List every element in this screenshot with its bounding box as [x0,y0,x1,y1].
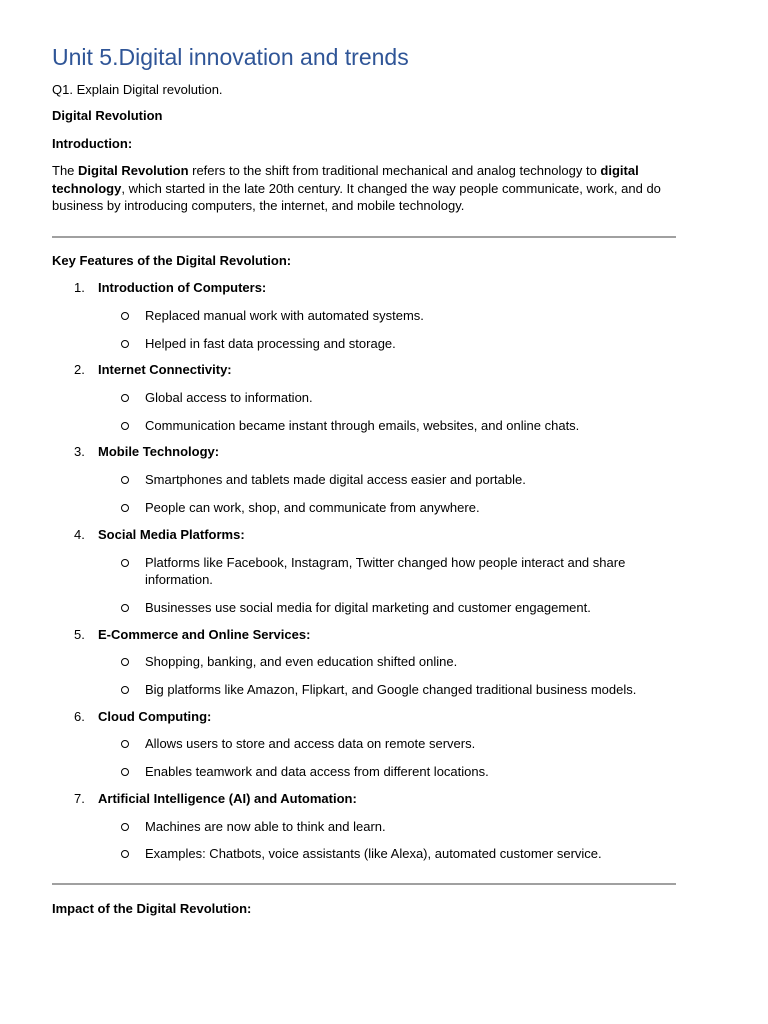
hollow-bullet-icon [121,658,129,666]
key-features-label: Key Features of the Digital Revolution: [52,253,292,268]
list-item-title: Cloud Computing: [98,709,212,724]
hollow-bullet-icon [121,823,129,831]
hollow-bullet-icon [121,850,129,858]
bullet-text: Platforms like Facebook, Instagram, Twitter changed how people interact and share information. [145,555,626,587]
bullet-text: Businesses use social media for digital marketing and customer engagement. [145,600,591,615]
intro-text-3: , which started in the late 20th century. It changed the way people communicate, work, and do business by introducing computers, the internet, and mobile technology. [52,180,661,213]
list-number: 3. [74,444,85,459]
bullet-text: Examples: Chatbots, voice assistants (like Alexa), automated customer service. [145,846,602,861]
intro-bold-1: Digital Revolution [78,163,189,178]
hollow-bullet-icon [121,740,129,748]
horizontal-rule [52,236,676,238]
list-number: 1. [74,280,85,295]
bullet-text: Global access to information. [145,390,313,405]
hollow-bullet-icon [121,394,129,402]
hollow-bullet-icon [121,604,129,612]
bullet-text: Big platforms like Amazon, Flipkart, and Google changed traditional business models. [145,682,637,697]
hollow-bullet-icon [121,559,129,567]
list-number: 5. [74,627,85,642]
section-heading: Digital Revolution [52,108,163,123]
intro-text-2: refers to the shift from traditional mechanical and analog technology to [188,163,601,178]
horizontal-rule [52,883,676,885]
list-number: 6. [74,709,85,724]
hollow-bullet-icon [121,768,129,776]
intro-text-1: The [52,163,79,178]
bullet-text: Shopping, banking, and even education shifted online. [145,654,458,669]
list-number: 4. [74,527,85,542]
hollow-bullet-icon [121,686,129,694]
list-item-title: Artificial Intelligence (AI) and Automation: [98,791,357,806]
bullet-text: Enables teamwork and data access from different locations. [145,764,489,779]
list-item-title: Mobile Technology: [98,444,220,459]
list-item-title: Social Media Platforms: [98,527,245,542]
hollow-bullet-icon [121,422,129,430]
bullet-text: Replaced manual work with automated systems. [145,308,424,323]
list-item-title: Introduction of Computers: [98,280,267,295]
bullet-text: Smartphones and tablets made digital access easier and portable. [145,472,526,487]
introduction-label: Introduction: [52,136,133,151]
bullet-text: Allows users to store and access data on remote servers. [145,736,476,751]
introduction-paragraph [52,162,672,215]
list-number: 7. [74,791,85,806]
list-number: 2. [74,362,85,377]
list-item-title: Internet Connectivity: [98,362,232,377]
hollow-bullet-icon [121,312,129,320]
hollow-bullet-icon [121,476,129,484]
hollow-bullet-icon [121,504,129,512]
intro-bold-2: digital technology [52,163,639,196]
bullet-text: People can work, shop, and communicate from anywhere. [145,500,480,515]
hollow-bullet-icon [121,340,129,348]
impact-label: Impact of the Digital Revolution: [52,901,252,916]
bullet-text: Machines are now able to think and learn. [145,819,386,834]
bullet-text: Communication became instant through emails, websites, and online chats. [145,418,580,433]
list-item-title: E-Commerce and Online Services: [98,627,311,642]
page-title: Unit 5.Digital innovation and trends [52,44,409,70]
bullet-text: Helped in fast data processing and storage. [145,336,396,351]
question-text: Q1. Explain Digital revolution. [52,82,223,97]
